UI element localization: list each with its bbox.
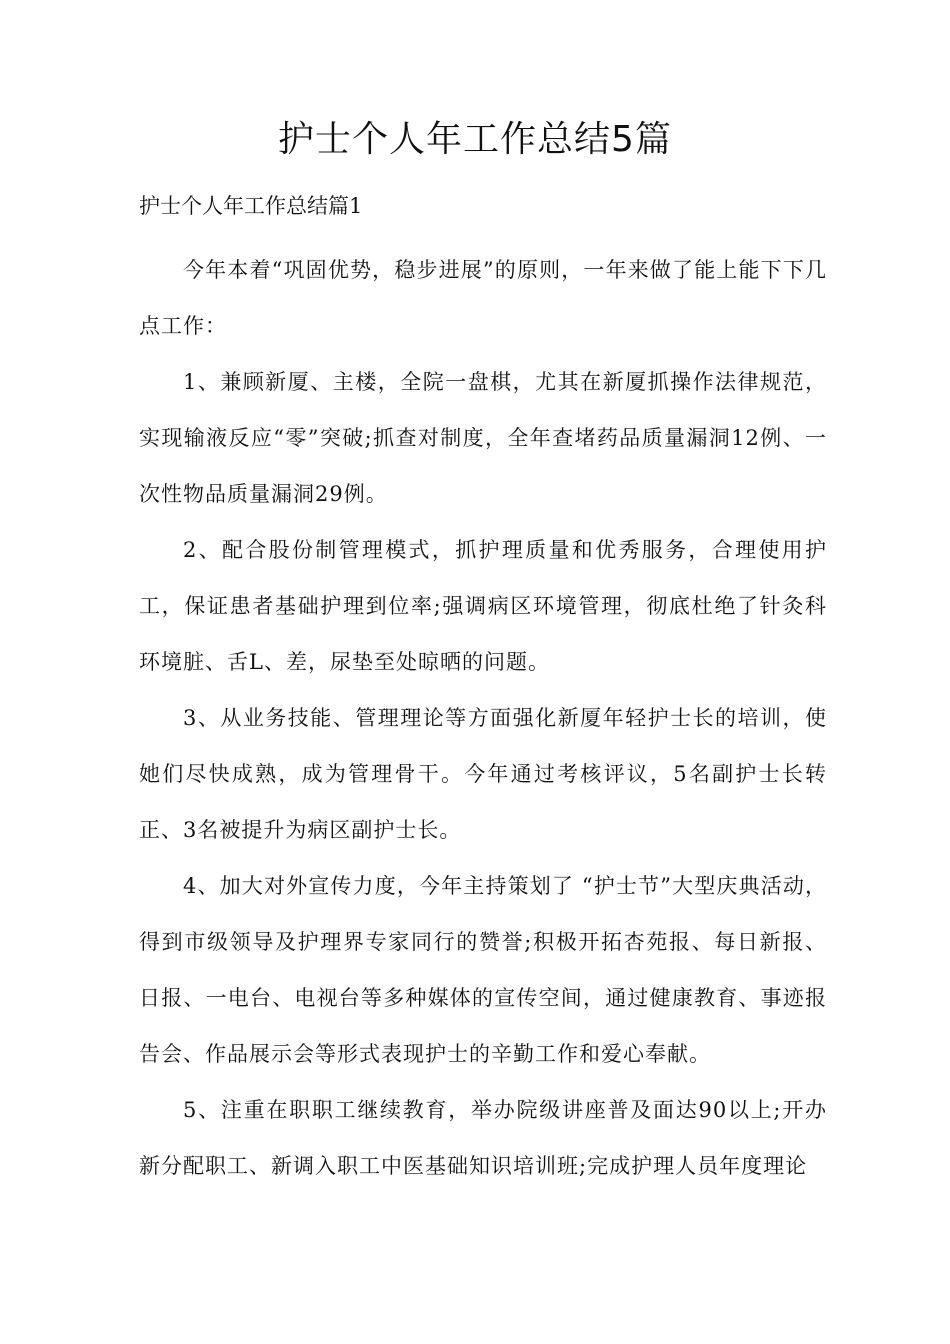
- paragraph-item-1: 1、兼顾新厦、主楼，全院一盘棋，尤其在新厦抓操作法律规范，实现输液反应“零”突破;抓查对制度，全年查堵药品质量漏洞12例、一次性物品质量漏洞29例。: [139, 370, 827, 506]
- section-heading: 护士个人年工作总结篇1: [139, 194, 363, 218]
- document-title: 护士个人年工作总结5篇: [278, 119, 672, 160]
- paragraph-item-2: 2、配合股份制管理模式，抓护理质量和优秀服务，合理使用护工，保证患者基础护理到位率;强调病区环境管理，彻底杜绝了针灸科环境脏、舌L、差，尿垫至处晾晒的问题。: [139, 538, 827, 674]
- paragraph-intro: 今年本着“巩固优势，稳步进展”的原则，一年来做了能上能下下几点工作：: [139, 258, 827, 338]
- document-body: [139, 242, 827, 1194]
- paragraph-item-3: 3、从业务技能、管理理论等方面强化新厦年轻护士长的培训，使她们尽快成熟，成为管理骨干。今年通过考核评议，5名副护士长转正、3名被提升为病区副护士长。: [139, 706, 827, 842]
- paragraph-item-5: 5、注重在职职工继续教育，举办院级讲座普及面达90以上;开办新分配职工、新调入职工中医基础知识培训班;完成护理人员年度理论: [139, 1098, 827, 1178]
- paragraph-item-4: 4、加大对外宣传力度，今年主持策划了 “护士节”大型庆典活动，得到市级领导及护理界专家同行的赞誉;积极开拓杏苑报、每日新报、日报、一电台、电视台等多种媒体的宣传空间，通过健康教育、事迹报告会、作品展示会等形式表现护士的辛勤工作和爱心奉献。: [139, 874, 827, 1066]
